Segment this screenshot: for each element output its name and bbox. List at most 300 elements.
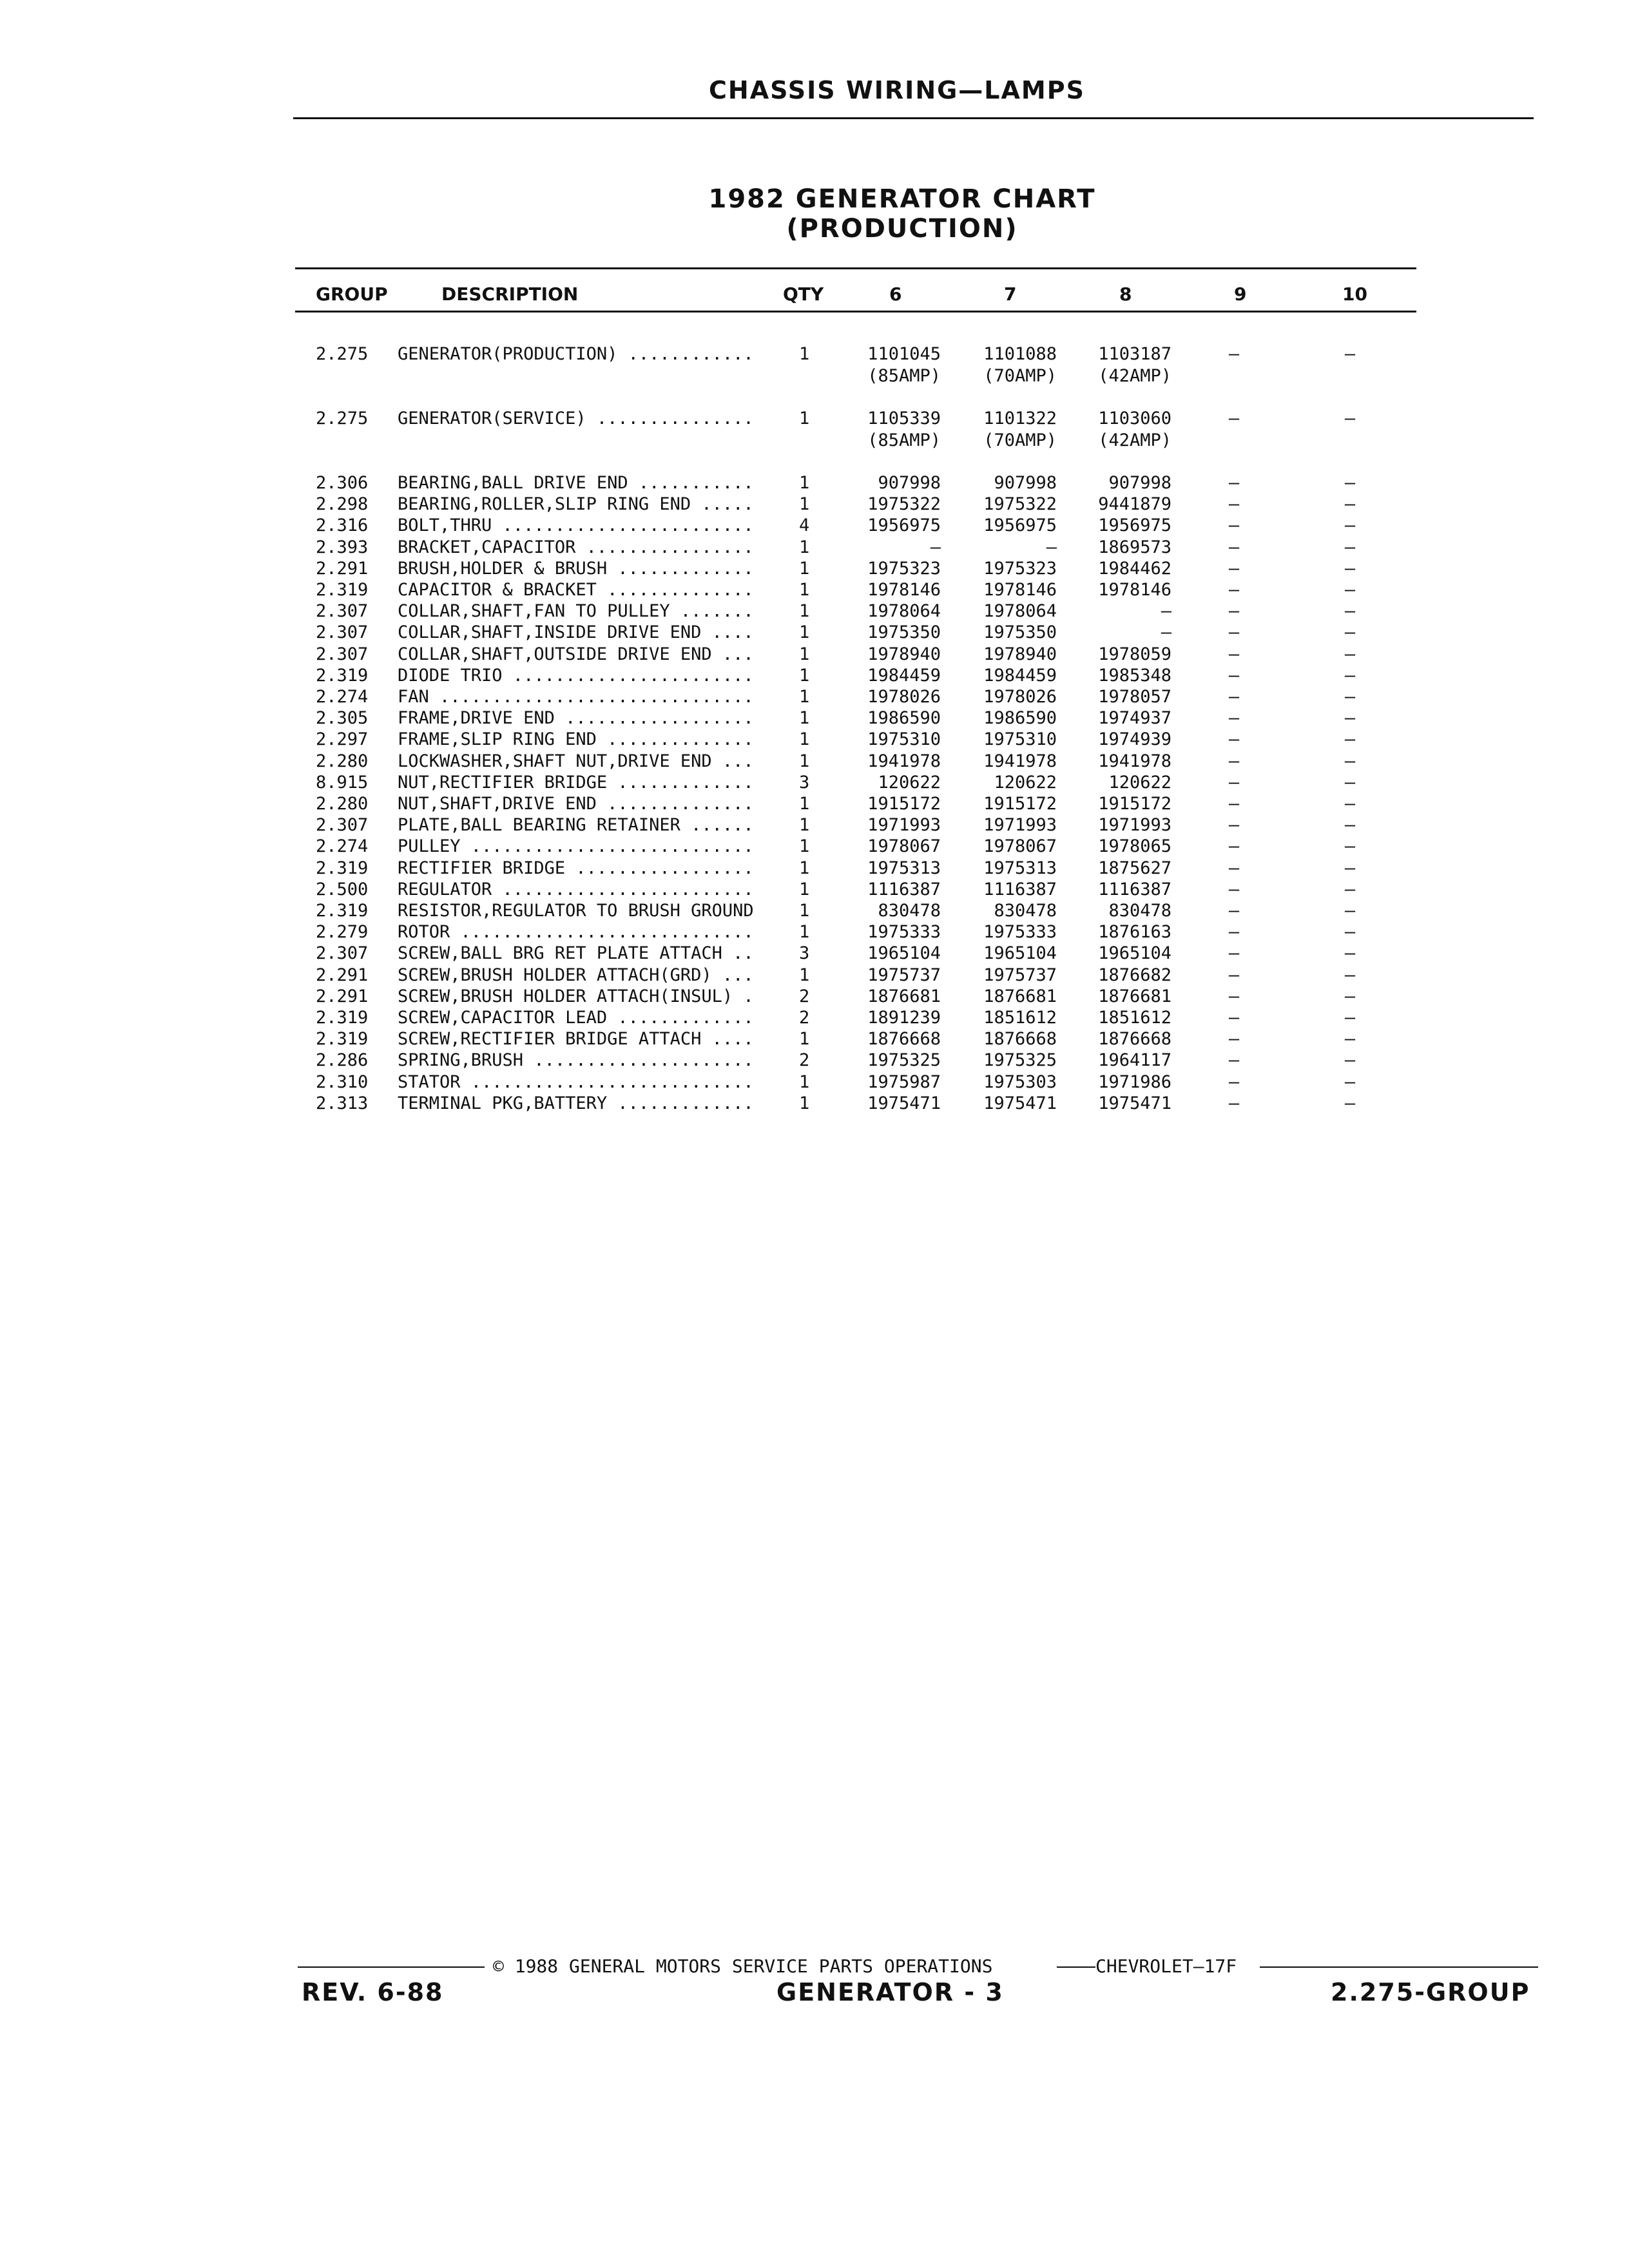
cell-col-6: 907998 [878,473,941,493]
cell-group: 2.307 [316,815,369,836]
cell-qty: 1 [799,408,810,428]
cell-col-9: — [1228,580,1240,600]
cell-description: SCREW,CAPACITOR LEAD ............. [398,1008,754,1028]
cell-group: 2.291 [316,558,369,579]
cell-col-10: — [1344,879,1356,899]
cell-col-6: 1101045 [867,344,941,364]
cell-col-9: — [1228,1050,1240,1071]
cell-qty: 1 [799,1072,810,1092]
cell-group: 2.274 [316,836,369,857]
cell-group: 2.500 [316,879,369,899]
cell-col-10: — [1344,772,1356,793]
cell-col-6: 1965104 [867,943,941,964]
table-row [0,1072,1629,1093]
cell-col-10: — [1344,473,1356,493]
table-row [0,965,1629,986]
cell-qty: 1 [799,601,810,622]
cell-col-8: 1978057 [1098,687,1171,707]
cell-col-7: 1876681 [983,986,1057,1006]
cell-group: 2.307 [316,644,369,664]
table-row [0,858,1629,879]
cell-group: 2.298 [316,494,369,515]
cell-group: 2.307 [316,943,369,964]
cell-col-7: 1915172 [983,794,1057,814]
cell-col-6: 1978026 [867,687,941,707]
cell-col-9: — [1228,879,1240,899]
cell-col-10: — [1344,537,1356,557]
cell-col-10: — [1344,1029,1356,1050]
cell-col-6: 1975313 [867,858,941,878]
cell-col-7: 120622 [994,772,1057,793]
cell-col-6: 1975323 [867,558,941,579]
cell-col-9: — [1228,901,1240,921]
table-row [0,943,1629,964]
cell-col-7: 1975737 [983,965,1057,985]
cell-col-8: 830478 [1108,901,1171,921]
table-row [0,751,1629,772]
cell-description: BEARING,BALL DRIVE END ........... [398,473,754,493]
cell-qty: 2 [799,1008,810,1028]
cell-col-9: — [1228,622,1240,643]
cell-description: COLLAR,SHAFT,OUTSIDE DRIVE END ... [398,644,754,664]
column-header-group: GROUP [316,284,388,305]
cell-qty: 1 [799,751,810,771]
footer-rule-right [1260,1966,1538,1968]
cell-col-9: — [1228,1072,1240,1092]
footer-brand: CHEVROLET—17F [1095,1956,1237,1977]
cell-col-10: — [1344,729,1356,750]
cell-col-10: — [1344,922,1356,943]
cell-description: DIODE TRIO ....................... [398,665,754,686]
cell-group: 2.291 [316,965,369,985]
cell-col-10: — [1344,986,1356,1006]
cell-col-8: 120622 [1108,772,1171,793]
table-row [0,579,1629,601]
cell-group: 2.319 [316,580,369,600]
cell-col-10: — [1344,1093,1356,1113]
table-row [0,814,1629,836]
cell-col-8: 1974937 [1098,708,1171,729]
cell-col-10: — [1344,687,1356,707]
cell-col-6: 1978064 [867,601,941,622]
cell-col-10: — [1344,836,1356,857]
cell-amperage: (85AMP) [867,366,941,386]
cell-description: TERMINAL PKG,BATTERY ............. [398,1093,754,1113]
cell-col-7: 1975350 [983,622,1057,643]
cell-col-6: 1876668 [867,1029,941,1050]
cell-col-10: — [1344,622,1356,643]
cell-qty: 3 [799,772,810,793]
cell-col-8: 1985348 [1098,665,1171,686]
cell-qty: 1 [799,344,810,364]
cell-amperage: (85AMP) [867,430,941,450]
cell-amperage: (42AMP) [1098,430,1171,450]
cell-col-9: — [1228,815,1240,836]
cell-col-7: 1978940 [983,644,1057,664]
cell-description: PULLEY ........................... [398,836,754,857]
cell-col-10: — [1344,494,1356,515]
cell-col-10: — [1344,901,1356,921]
cell-qty: 1 [799,687,810,707]
table-row [0,686,1629,707]
cell-qty: 1 [799,1029,810,1050]
cell-qty: 1 [799,815,810,836]
cell-col-7: 1101322 [983,408,1057,428]
cell-group: 2.310 [316,1072,369,1092]
cell-col-9: — [1228,473,1240,493]
cell-qty: 2 [799,1050,810,1071]
cell-description: SCREW,BRUSH HOLDER ATTACH(INSUL) . [398,986,754,1006]
cell-group: 2.305 [316,708,369,729]
cell-col-6: 1915172 [867,794,941,814]
table-row [0,836,1629,857]
cell-col-8: 1875627 [1098,858,1171,878]
cell-group: 2.307 [316,622,369,643]
cell-col-6: 1975471 [867,1093,941,1113]
cell-description: PLATE,BALL BEARING RETAINER ...... [398,815,754,836]
cell-col-10: — [1344,1050,1356,1071]
cell-col-7: 1975322 [983,494,1057,515]
cell-group: 2.279 [316,922,369,943]
cell-col-8: 9441879 [1098,494,1171,515]
cell-col-7: 1984459 [983,665,1057,686]
cell-description: ROTOR ............................ [398,922,754,943]
cell-qty: 1 [799,644,810,664]
cell-col-9: — [1228,986,1240,1006]
cell-col-8: 1975471 [1098,1093,1171,1113]
cell-col-6: 1975737 [867,965,941,985]
cell-col-10: — [1344,665,1356,686]
chart-title-line1: 1982 GENERATOR CHART [708,184,1096,214]
cell-col-8: 1965104 [1098,943,1171,964]
column-header-10: 10 [1342,284,1367,305]
cell-col-7: 1965104 [983,943,1057,964]
chart-title [580,184,1224,244]
cell-qty: 1 [799,1093,810,1113]
cell-group: 2.286 [316,1050,369,1071]
cell-group: 2.291 [316,986,369,1006]
table-row [0,622,1629,643]
cell-col-8: 1876682 [1098,965,1171,985]
cell-col-9: — [1228,665,1240,686]
cell-col-10: — [1344,580,1356,600]
cell-qty: 3 [799,943,810,964]
cell-qty: 1 [799,836,810,857]
header-rule [293,117,1534,119]
cell-col-7: 1975303 [983,1072,1057,1092]
column-header-8: 8 [1119,284,1132,305]
cell-description: SCREW,RECTIFIER BRIDGE ATTACH .... [398,1029,754,1050]
table-row [0,494,1629,515]
cell-qty: 1 [799,622,810,643]
cell-description: GENERATOR(PRODUCTION) ............ [398,344,754,364]
cell-col-10: — [1344,708,1356,729]
cell-col-10: — [1344,858,1356,878]
cell-col-9: — [1228,687,1240,707]
cell-qty: 1 [799,794,810,814]
cell-col-8: 1964117 [1098,1050,1171,1071]
cell-col-9: — [1228,922,1240,943]
cell-qty: 1 [799,494,810,515]
footer-rule-left [298,1966,485,1968]
cell-col-10: — [1344,1072,1356,1092]
table-header-rule [295,311,1416,312]
cell-description: FRAME,SLIP RING END .............. [398,729,754,750]
cell-col-10: — [1344,751,1356,771]
cell-col-6: 1975322 [867,494,941,515]
cell-col-7: 1978146 [983,580,1057,600]
cell-col-10: — [1344,344,1356,364]
cell-col-7: 1975313 [983,858,1057,878]
cell-col-6: 1975987 [867,1072,941,1092]
table-row [0,729,1629,750]
cell-col-6: 1941978 [867,751,941,771]
cell-description: BOLT,THRU ........................ [398,515,754,536]
cell-col-7: — [1046,537,1057,557]
cell-col-7: 1978067 [983,836,1057,857]
cell-col-8: 1876163 [1098,922,1171,943]
cell-col-6: 1975333 [867,922,941,943]
cell-qty: 1 [799,729,810,750]
cell-col-9: — [1228,1029,1240,1050]
cell-description: SPRING,BRUSH ..................... [398,1050,754,1071]
cell-description: FRAME,DRIVE END .................. [398,708,754,729]
cell-col-9: — [1228,729,1240,750]
cell-col-9: — [1228,494,1240,515]
cell-col-7: 1851612 [983,1008,1057,1028]
table-row [0,515,1629,536]
cell-col-8: 1876681 [1098,986,1171,1006]
table-row [0,343,1629,365]
cell-col-10: — [1344,644,1356,664]
cell-col-9: — [1228,558,1240,579]
cell-col-8: 1103060 [1098,408,1171,428]
cell-col-8: 907998 [1108,473,1171,493]
table-row [0,900,1629,921]
cell-description: FAN .............................. [398,687,754,707]
cell-col-6: 1978146 [867,580,941,600]
cell-col-7: 1978064 [983,601,1057,622]
cell-group: 8.915 [316,772,369,793]
table-row [0,472,1629,494]
cell-qty: 2 [799,986,810,1006]
column-header-9: 9 [1234,284,1247,305]
table-row [0,879,1629,900]
cell-group: 2.275 [316,408,369,428]
cell-qty: 1 [799,858,810,878]
cell-col-7: 907998 [994,473,1057,493]
cell-qty: 1 [799,558,810,579]
cell-col-8: 1851612 [1098,1008,1171,1028]
cell-col-10: — [1344,965,1356,985]
table-row [0,1050,1629,1071]
cell-description: REGULATOR ........................ [398,879,754,899]
cell-col-9: — [1228,858,1240,878]
cell-col-6: 1956975 [867,515,941,536]
cell-qty: 4 [799,515,810,536]
table-row [0,1093,1629,1114]
table-row [0,1007,1629,1028]
cell-qty: 1 [799,665,810,686]
chart-title-line2: (PRODUCTION) [786,214,1018,244]
cell-description: RESISTOR,REGULATOR TO BRUSH GROUND [398,901,754,921]
cell-col-9: — [1228,772,1240,793]
cell-group: 2.393 [316,537,369,557]
column-header-6: 6 [889,284,902,305]
table-row [0,921,1629,943]
table-row [0,644,1629,665]
cell-col-8: 1978146 [1098,580,1171,600]
cell-col-7: 1986590 [983,708,1057,729]
cell-col-10: — [1344,515,1356,536]
cell-col-9: — [1228,537,1240,557]
cell-col-9: — [1228,344,1240,364]
cell-col-9: — [1228,515,1240,536]
cell-description: BRACKET,CAPACITOR ................ [398,537,754,557]
cell-col-7: 1975471 [983,1093,1057,1113]
cell-col-9: — [1228,965,1240,985]
cell-col-6: 120622 [878,772,941,793]
cell-group: 2.280 [316,794,369,814]
table-row [0,537,1629,558]
cell-description: BRUSH,HOLDER & BRUSH ............. [398,558,754,579]
footer-rule-mid [1057,1966,1095,1968]
cell-group: 2.280 [316,751,369,771]
cell-col-10: — [1344,815,1356,836]
table-row [0,558,1629,579]
cell-col-8: 1971986 [1098,1072,1171,1092]
cell-col-10: — [1344,558,1356,579]
cell-qty: 1 [799,708,810,729]
cell-col-7: 1876668 [983,1029,1057,1050]
cell-col-7: 1975333 [983,922,1057,943]
cell-group: 2.316 [316,515,369,536]
table-row [0,408,1629,429]
cell-group: 2.319 [316,1008,369,1028]
cell-description: SCREW,BRUSH HOLDER ATTACH(GRD) ... [398,965,754,985]
cell-col-6: 1975350 [867,622,941,643]
cell-amperage: (42AMP) [1098,366,1171,386]
cell-col-6: 830478 [878,901,941,921]
cell-qty: 1 [799,473,810,493]
cell-col-6: 1986590 [867,708,941,729]
cell-col-9: — [1228,943,1240,964]
table-row [0,665,1629,686]
cell-group: 2.313 [316,1093,369,1113]
cell-qty: 1 [799,922,810,943]
cell-description: COLLAR,SHAFT,FAN TO PULLEY ....... [398,601,754,622]
cell-col-6: 1975325 [867,1050,941,1071]
footer-revision: REV. 6-88 [302,1978,444,2006]
cell-col-10: — [1344,601,1356,622]
cell-col-6: 1978940 [867,644,941,664]
cell-description: CAPACITOR & BRACKET .............. [398,580,754,600]
cell-col-7: 1975323 [983,558,1057,579]
cell-group: 2.275 [316,344,369,364]
cell-col-7: 1101088 [983,344,1057,364]
cell-qty: 1 [799,965,810,985]
cell-group: 2.319 [316,901,369,921]
cell-col-7: 1116387 [983,879,1057,899]
table-row [0,1028,1629,1050]
cell-col-10: — [1344,794,1356,814]
column-header-description: DESCRIPTION [441,284,579,305]
cell-description: NUT,RECTIFIER BRIDGE ............. [398,772,754,793]
cell-col-6: 1876681 [867,986,941,1006]
cell-description: COLLAR,SHAFT,INSIDE DRIVE END .... [398,622,754,643]
cell-col-9: — [1228,1093,1240,1113]
cell-col-6: 1975310 [867,729,941,750]
table-row [0,986,1629,1007]
cell-col-8: 1103187 [1098,344,1171,364]
cell-col-6: 1891239 [867,1008,941,1028]
cell-description: SCREW,BALL BRG RET PLATE ATTACH .. [398,943,754,964]
cell-col-8: — [1161,622,1171,643]
cell-col-6: 1116387 [867,879,941,899]
cell-qty: 1 [799,537,810,557]
cell-qty: 1 [799,901,810,921]
cell-group: 2.319 [316,1029,369,1050]
cell-col-9: — [1228,644,1240,664]
cell-col-6: 1984459 [867,665,941,686]
cell-col-8: 1978065 [1098,836,1171,857]
cell-col-6: — [930,537,941,557]
cell-col-8: 1941978 [1098,751,1171,771]
footer-copyright: © 1988 GENERAL MOTORS SERVICE PARTS OPERATIONS [493,1956,993,1977]
cell-col-9: — [1228,601,1240,622]
cell-col-6: 1971993 [867,815,941,836]
cell-description: BEARING,ROLLER,SLIP RING END ..... [398,494,754,515]
cell-col-7: 830478 [994,901,1057,921]
cell-col-8: 1915172 [1098,794,1171,814]
cell-col-9: — [1228,408,1240,428]
cell-col-9: — [1228,708,1240,729]
cell-qty: 1 [799,879,810,899]
cell-col-10: — [1344,408,1356,428]
footer-page-title: GENERATOR - 3 [776,1978,1004,2006]
cell-col-8: 1984462 [1098,558,1171,579]
cell-col-9: — [1228,751,1240,771]
cell-col-7: 1941978 [983,751,1057,771]
cell-col-9: — [1228,836,1240,857]
cell-amperage: (70AMP) [983,430,1057,450]
cell-col-9: — [1228,794,1240,814]
cell-col-10: — [1344,1008,1356,1028]
cell-group: 2.319 [316,665,369,686]
cell-group: 2.307 [316,601,369,622]
cell-group: 2.306 [316,473,369,493]
cell-description: GENERATOR(SERVICE) ............... [398,408,754,428]
cell-col-7: 1975310 [983,729,1057,750]
cell-col-6: 1105339 [867,408,941,428]
cell-col-8: 1974939 [1098,729,1171,750]
cell-col-8: — [1161,601,1171,622]
cell-description: RECTIFIER BRIDGE ................. [398,858,754,878]
footer-section: 2.275-GROUP [1331,1978,1530,2006]
cell-col-8: 1116387 [1098,879,1171,899]
cell-col-8: 1978059 [1098,644,1171,664]
column-header-7: 7 [1004,284,1017,305]
table-row [0,601,1629,622]
cell-group: 2.274 [316,687,369,707]
cell-col-8: 1956975 [1098,515,1171,536]
table-top-rule [295,267,1416,269]
table-row [0,793,1629,814]
cell-col-10: — [1344,943,1356,964]
cell-col-9: — [1228,1008,1240,1028]
cell-group: 2.297 [316,729,369,750]
table-row [0,707,1629,729]
